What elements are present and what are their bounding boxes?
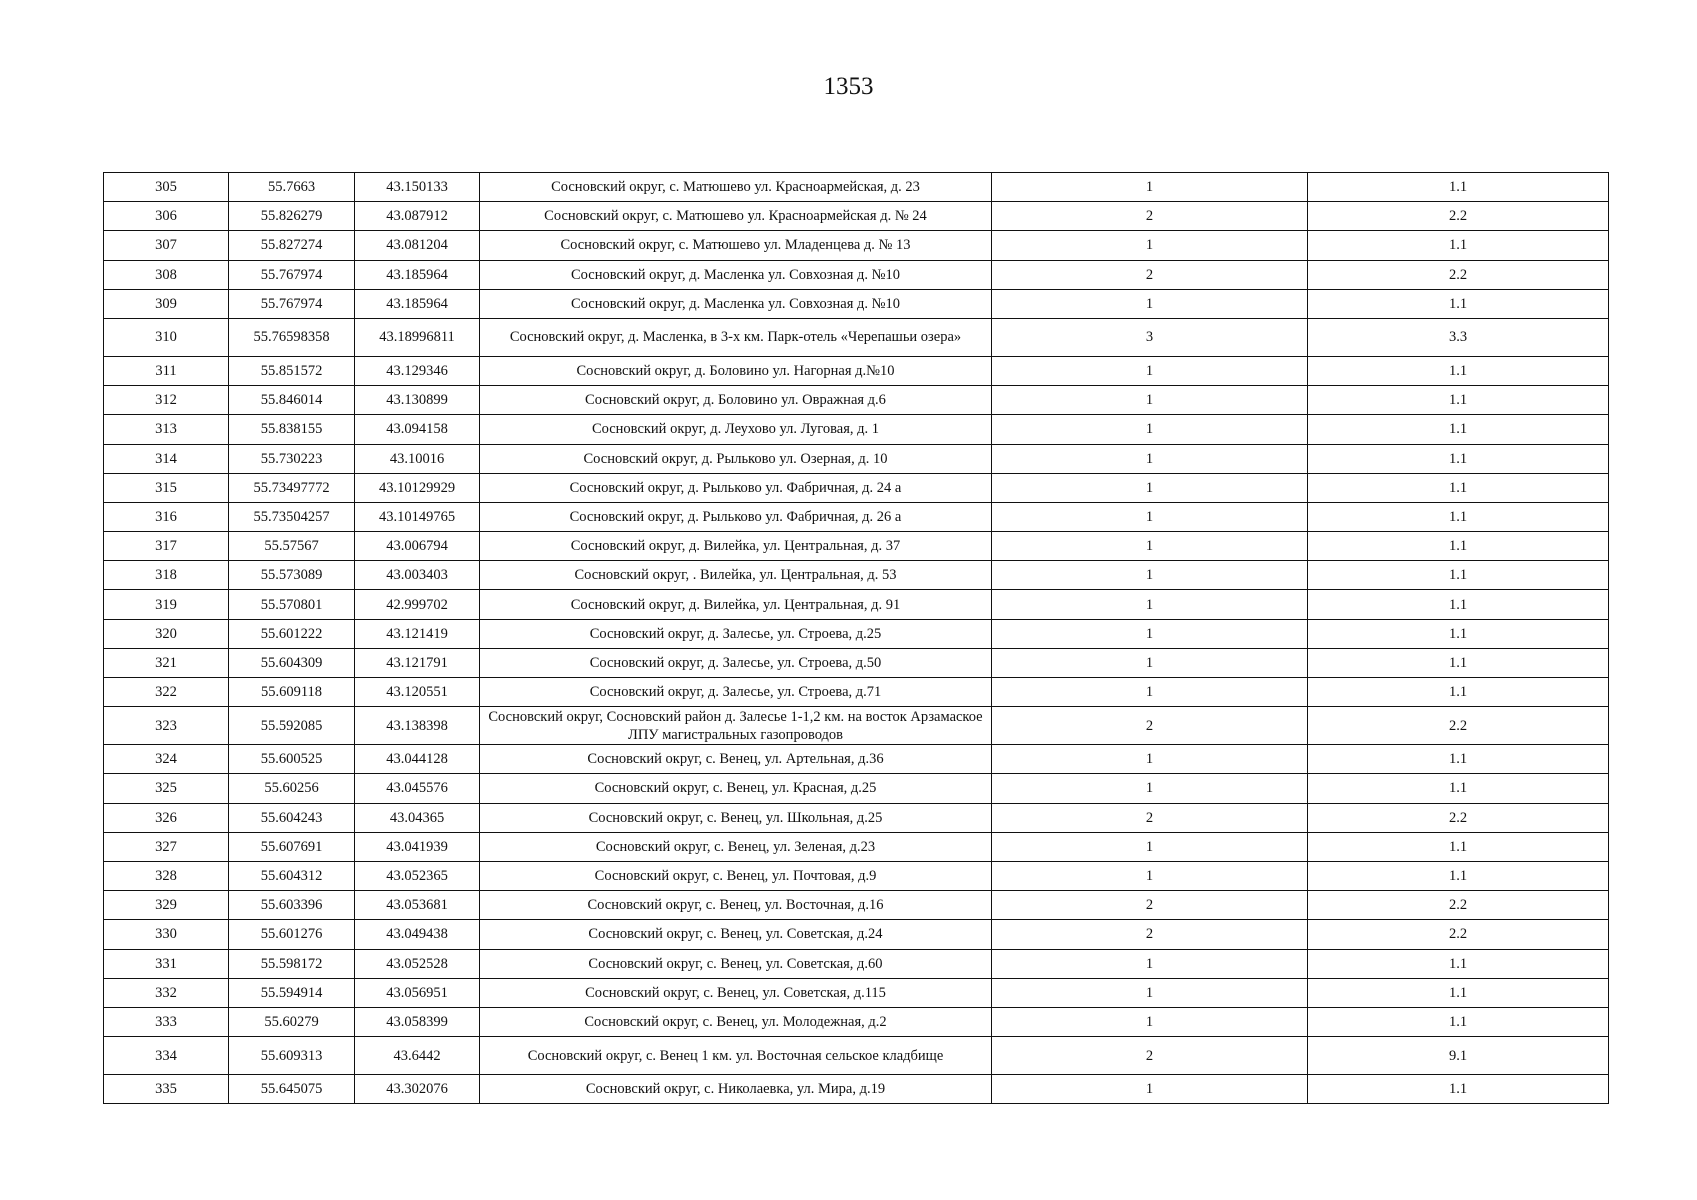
count-cell: 1 [992,502,1308,531]
code-cell: 1.1 [1308,173,1609,202]
count-cell: 1 [992,415,1308,444]
row-number-cell: 335 [104,1075,229,1104]
table-row [104,1037,1609,1075]
count-cell: 1 [992,532,1308,561]
count-cell: 2 [992,891,1308,920]
latitude-cell: 55.767974 [229,289,355,318]
table-row [104,648,1609,677]
code-cell: 1.1 [1308,1007,1609,1036]
table-row [104,803,1609,832]
longitude-cell: 43.120551 [355,678,480,707]
longitude-cell: 43.044128 [355,745,480,774]
address-cell: Сосновский округ, с. Венец, ул. Артельная, д.36 [480,745,992,774]
latitude-cell: 55.851572 [229,356,355,385]
longitude-cell: 43.094158 [355,415,480,444]
address-cell: Сосновский округ, с. Венец 1 км. ул. Восточная сельское кладбище [480,1037,992,1075]
code-cell: 2.2 [1308,920,1609,949]
code-cell: 1.1 [1308,678,1609,707]
count-cell: 2 [992,803,1308,832]
table-row [104,173,1609,202]
code-cell: 2.2 [1308,202,1609,231]
latitude-cell: 55.846014 [229,386,355,415]
count-cell: 1 [992,356,1308,385]
address-cell: Сосновский округ, с. Венец, ул. Школьная, д.25 [480,803,992,832]
row-number-cell: 330 [104,920,229,949]
address-cell: Сосновский округ, с. Матюшево ул. Младенцева д. № 13 [480,231,992,260]
count-cell: 1 [992,949,1308,978]
code-cell: 1.1 [1308,1075,1609,1104]
table-row [104,356,1609,385]
row-number-cell: 325 [104,774,229,803]
table-row [104,386,1609,415]
latitude-cell: 55.592085 [229,707,355,745]
row-number-cell: 317 [104,532,229,561]
latitude-cell: 55.604243 [229,803,355,832]
latitude-cell: 55.609313 [229,1037,355,1075]
code-cell: 2.2 [1308,707,1609,745]
row-number-cell: 326 [104,803,229,832]
latitude-cell: 55.826279 [229,202,355,231]
longitude-cell: 42.999702 [355,590,480,619]
latitude-cell: 55.601276 [229,920,355,949]
address-cell: Сосновский округ, д. Вилейка, ул. Центральная, д. 91 [480,590,992,619]
row-number-cell: 315 [104,473,229,502]
longitude-cell: 43.129346 [355,356,480,385]
address-cell: Сосновский округ, д. Рыльково ул. Фабричная, д. 24 а [480,473,992,502]
table-row [104,415,1609,444]
longitude-cell: 43.18996811 [355,318,480,356]
longitude-cell: 43.130899 [355,386,480,415]
address-cell: Сосновский округ, д. Масленка ул. Совхозная д. №10 [480,289,992,318]
row-number-cell: 309 [104,289,229,318]
address-cell: Сосновский округ, д. Залесье, ул. Строева, д.25 [480,619,992,648]
longitude-cell: 43.121419 [355,619,480,648]
code-cell: 1.1 [1308,356,1609,385]
count-cell: 2 [992,920,1308,949]
row-number-cell: 316 [104,502,229,531]
table-row [104,949,1609,978]
address-cell: Сосновский округ, д. Рыльково ул. Фабричная, д. 26 а [480,502,992,531]
table-row [104,774,1609,803]
address-cell: Сосновский округ, д. Леухово ул. Луговая, д. 1 [480,415,992,444]
longitude-cell: 43.6442 [355,1037,480,1075]
row-number-cell: 324 [104,745,229,774]
address-cell: Сосновский округ, д. Боловино ул. Нагорная д.№10 [480,356,992,385]
address-cell: Сосновский округ, с. Венец, ул. Советская, д.115 [480,978,992,1007]
code-cell: 1.1 [1308,590,1609,619]
count-cell: 2 [992,707,1308,745]
latitude-cell: 55.600525 [229,745,355,774]
count-cell: 1 [992,561,1308,590]
table-row [104,745,1609,774]
table-row [104,678,1609,707]
address-cell: Сосновский округ, с. Матюшево ул. Красноармейская, д. 23 [480,173,992,202]
count-cell: 2 [992,202,1308,231]
longitude-cell: 43.185964 [355,260,480,289]
code-cell: 1.1 [1308,774,1609,803]
code-cell: 1.1 [1308,444,1609,473]
longitude-cell: 43.003403 [355,561,480,590]
code-cell: 1.1 [1308,231,1609,260]
latitude-cell: 55.767974 [229,260,355,289]
table-row [104,1075,1609,1104]
code-cell: 1.1 [1308,745,1609,774]
longitude-cell: 43.049438 [355,920,480,949]
address-cell: Сосновский округ, Сосновский район д. Залесье 1-1,2 км. на восток Арзамаское ЛПУ магистральных газопроводов [480,707,992,745]
row-number-cell: 311 [104,356,229,385]
code-cell: 1.1 [1308,532,1609,561]
count-cell: 1 [992,444,1308,473]
table-row [104,444,1609,473]
count-cell: 1 [992,1075,1308,1104]
latitude-cell: 55.598172 [229,949,355,978]
row-number-cell: 318 [104,561,229,590]
longitude-cell: 43.053681 [355,891,480,920]
address-cell: Сосновский округ, д. Залесье, ул. Строева, д.50 [480,648,992,677]
table-row [104,1007,1609,1036]
longitude-cell: 43.052528 [355,949,480,978]
longitude-cell: 43.058399 [355,1007,480,1036]
latitude-cell: 55.838155 [229,415,355,444]
table-row [104,891,1609,920]
address-cell: Сосновский округ, с. Венец, ул. Молодежная, д.2 [480,1007,992,1036]
longitude-cell: 43.045576 [355,774,480,803]
latitude-cell: 55.594914 [229,978,355,1007]
latitude-cell: 55.73497772 [229,473,355,502]
longitude-cell: 43.185964 [355,289,480,318]
count-cell: 1 [992,619,1308,648]
table-row [104,590,1609,619]
count-cell: 1 [992,861,1308,890]
count-cell: 1 [992,678,1308,707]
longitude-cell: 43.052365 [355,861,480,890]
longitude-cell: 43.150133 [355,173,480,202]
row-number-cell: 329 [104,891,229,920]
address-cell: Сосновский округ, . Вилейка, ул. Центральная, д. 53 [480,561,992,590]
code-cell: 1.1 [1308,415,1609,444]
address-cell: Сосновский округ, с. Николаевка, ул. Мира, д.19 [480,1075,992,1104]
table-row [104,260,1609,289]
longitude-cell: 43.041939 [355,832,480,861]
code-cell: 1.1 [1308,289,1609,318]
row-number-cell: 314 [104,444,229,473]
row-number-cell: 334 [104,1037,229,1075]
code-cell: 1.1 [1308,978,1609,1007]
address-cell: Сосновский округ, д. Вилейка, ул. Центральная, д. 37 [480,532,992,561]
code-cell: 1.1 [1308,502,1609,531]
code-cell: 1.1 [1308,861,1609,890]
row-number-cell: 333 [104,1007,229,1036]
row-number-cell: 308 [104,260,229,289]
table-row [104,561,1609,590]
count-cell: 1 [992,1007,1308,1036]
row-number-cell: 328 [104,861,229,890]
longitude-cell: 43.04365 [355,803,480,832]
longitude-cell: 43.006794 [355,532,480,561]
longitude-cell: 43.121791 [355,648,480,677]
longitude-cell: 43.10149765 [355,502,480,531]
table-row [104,318,1609,356]
longitude-cell: 43.087912 [355,202,480,231]
code-cell: 1.1 [1308,386,1609,415]
row-number-cell: 332 [104,978,229,1007]
latitude-cell: 55.730223 [229,444,355,473]
address-cell: Сосновский округ, д. Залесье, ул. Строева, д.71 [480,678,992,707]
address-cell: Сосновский округ, с. Венец, ул. Зеленая, д.23 [480,832,992,861]
code-cell: 2.2 [1308,891,1609,920]
latitude-cell: 55.7663 [229,173,355,202]
code-cell: 1.1 [1308,561,1609,590]
count-cell: 1 [992,289,1308,318]
latitude-cell: 55.73504257 [229,502,355,531]
address-cell: Сосновский округ, д. Масленка, в 3-х км. Парк-отель «Черепашьи озера» [480,318,992,356]
count-cell: 1 [992,590,1308,619]
code-cell: 1.1 [1308,473,1609,502]
row-number-cell: 319 [104,590,229,619]
table-row [104,619,1609,648]
row-number-cell: 312 [104,386,229,415]
longitude-cell: 43.10129929 [355,473,480,502]
address-cell: Сосновский округ, с. Венец, ул. Советская, д.24 [480,920,992,949]
code-cell: 1.1 [1308,648,1609,677]
table-row [104,861,1609,890]
count-cell: 1 [992,386,1308,415]
latitude-cell: 55.57567 [229,532,355,561]
table-row [104,707,1609,745]
latitude-cell: 55.609118 [229,678,355,707]
table-row [104,202,1609,231]
code-cell: 3.3 [1308,318,1609,356]
table-row [104,532,1609,561]
address-cell: Сосновский округ, с. Венец, ул. Красная, д.25 [480,774,992,803]
longitude-cell: 43.10016 [355,444,480,473]
count-cell: 1 [992,978,1308,1007]
table-row [104,502,1609,531]
row-number-cell: 320 [104,619,229,648]
page-number: 1353 [823,73,874,100]
table-row [104,978,1609,1007]
latitude-cell: 55.827274 [229,231,355,260]
address-cell: Сосновский округ, с. Венец, ул. Почтовая, д.9 [480,861,992,890]
row-number-cell: 310 [104,318,229,356]
latitude-cell: 55.607691 [229,832,355,861]
code-cell: 1.1 [1308,619,1609,648]
count-cell: 2 [992,1037,1308,1075]
registry-table [103,172,1609,1104]
table-row [104,289,1609,318]
row-number-cell: 323 [104,707,229,745]
code-cell: 2.2 [1308,260,1609,289]
latitude-cell: 55.603396 [229,891,355,920]
row-number-cell: 307 [104,231,229,260]
count-cell: 1 [992,774,1308,803]
code-cell: 1.1 [1308,832,1609,861]
table-row [104,473,1609,502]
latitude-cell: 55.573089 [229,561,355,590]
longitude-cell: 43.081204 [355,231,480,260]
address-cell: Сосновский округ, с. Матюшево ул. Красноармейская д. № 24 [480,202,992,231]
table-body [104,173,1609,1104]
table-row [104,832,1609,861]
table-row [104,231,1609,260]
count-cell: 2 [992,260,1308,289]
latitude-cell: 55.601222 [229,619,355,648]
latitude-cell: 55.60279 [229,1007,355,1036]
row-number-cell: 305 [104,173,229,202]
table-row [104,920,1609,949]
address-cell: Сосновский округ, д. Масленка ул. Совхозная д. №10 [480,260,992,289]
latitude-cell: 55.604312 [229,861,355,890]
row-number-cell: 306 [104,202,229,231]
count-cell: 1 [992,832,1308,861]
row-number-cell: 331 [104,949,229,978]
count-cell: 1 [992,745,1308,774]
latitude-cell: 55.60256 [229,774,355,803]
address-cell: Сосновский округ, д. Рыльково ул. Озерная, д. 10 [480,444,992,473]
address-cell: Сосновский округ, с. Венец, ул. Восточная, д.16 [480,891,992,920]
longitude-cell: 43.302076 [355,1075,480,1104]
count-cell: 1 [992,231,1308,260]
count-cell: 1 [992,473,1308,502]
latitude-cell: 55.645075 [229,1075,355,1104]
row-number-cell: 322 [104,678,229,707]
row-number-cell: 321 [104,648,229,677]
row-number-cell: 313 [104,415,229,444]
longitude-cell: 43.056951 [355,978,480,1007]
address-cell: Сосновский округ, д. Боловино ул. Овражная д.6 [480,386,992,415]
row-number-cell: 327 [104,832,229,861]
count-cell: 1 [992,173,1308,202]
latitude-cell: 55.76598358 [229,318,355,356]
address-cell: Сосновский округ, с. Венец, ул. Советская, д.60 [480,949,992,978]
longitude-cell: 43.138398 [355,707,480,745]
count-cell: 3 [992,318,1308,356]
code-cell: 9.1 [1308,1037,1609,1075]
code-cell: 2.2 [1308,803,1609,832]
count-cell: 1 [992,648,1308,677]
latitude-cell: 55.570801 [229,590,355,619]
code-cell: 1.1 [1308,949,1609,978]
latitude-cell: 55.604309 [229,648,355,677]
